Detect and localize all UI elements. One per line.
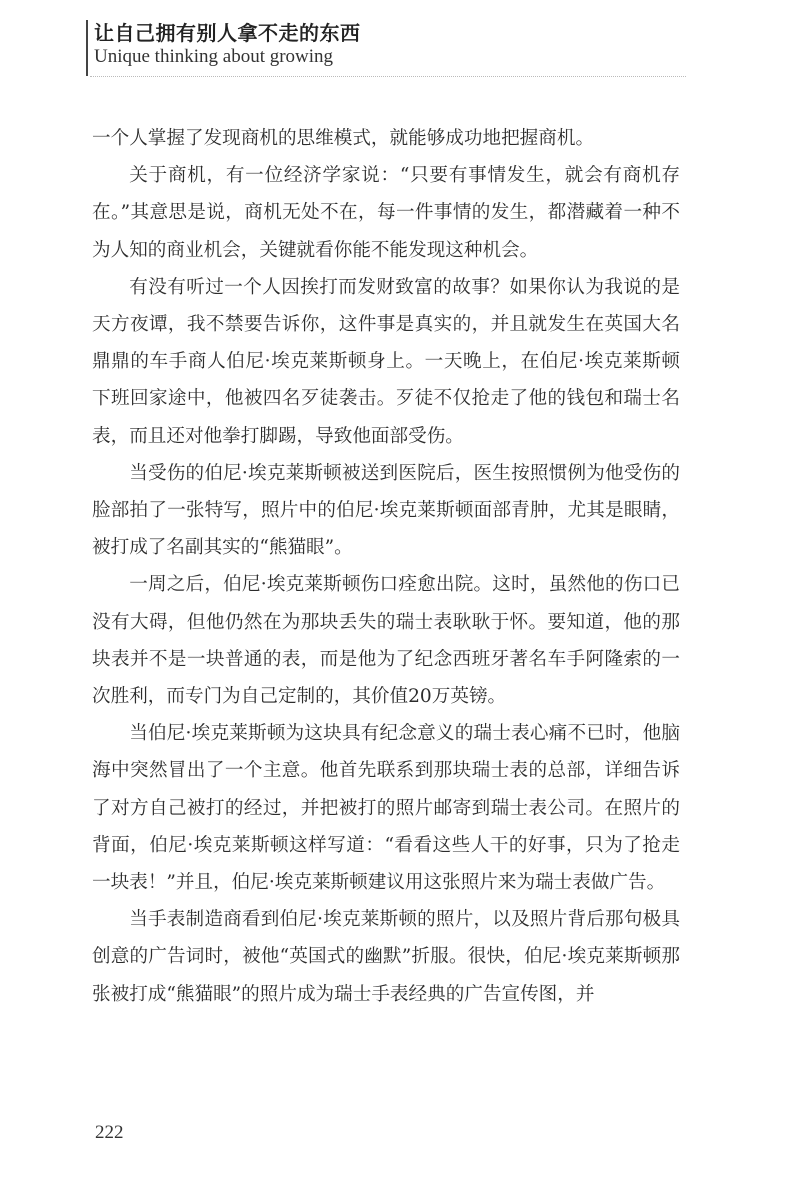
- paragraph-7: 当手表制造商看到伯尼·埃克莱斯顿的照片，以及照片背后那句极具创意的广告词时，被他“英国式的幽默”折服。很快，伯尼·埃克莱斯顿那张被打成“熊猫眼”的照片成为瑞士手表经典的广告宣传图，并: [92, 909, 680, 1005]
- page-number: 222: [95, 1122, 124, 1143]
- paragraph-1: 一个人掌握了发现商机的思维模式，就能够成功地把握商机。: [92, 128, 595, 149]
- running-header: [86, 20, 686, 76]
- paragraph-4: 当受伤的伯尼·埃克莱斯顿被送到医院后，医生按照惯例为他受伤的脸部拍了一张特写，照片中的伯尼·埃克莱斯顿面部青肿，尤其是眼睛，被打成了名副其实的“熊猫眼”。: [92, 462, 680, 559]
- book-subtitle: Unique thinking about growing: [94, 46, 334, 67]
- header-divider: [90, 76, 686, 77]
- paragraph-2: 关于商机，有一位经济学家说：“只要有事情发生，就会有商机存在。”其意思是说，商机无处不在，每一件事情的发生，都潜藏着一种不为人知的商业机会，关键就看你能不能发现这种机会。: [92, 165, 680, 261]
- paragraph-3: 有没有听过一个人因挨打而发财致富的故事？如果你认为我说的是天方夜谭，我不禁要告诉你，这件事是真实的，并且就发生在英国大名鼎鼎的车手商人伯尼·埃克莱斯顿身上。一天晚上，在伯尼·埃克莱斯顿下班回家途中，他被四名歹徒袭击。歹徒不仅抢走了他的钱包和瑞士名表，而且还对他拳打脚踢，导致他面部受伤。: [92, 276, 680, 447]
- body-text: [92, 120, 680, 1013]
- book-title: 让自己拥有别人拿不走的东西: [94, 21, 361, 45]
- paragraph-5: 一周之后，伯尼·埃克莱斯顿伤口痊愈出院。这时，虽然他的伤口已没有大碍，但他仍然在为那块丢失的瑞士表耿耿于怀。要知道，他的那块表并不是一块普通的表，而是他为了纪念西班牙著名车手阿隆索的一次胜利，而专门为自己定制的，其价值20万英镑。: [92, 574, 680, 708]
- paragraph-6: 当伯尼·埃克莱斯顿为这块具有纪念意义的瑞士表心痛不已时，他脑海中突然冒出了一个主意。他首先联系到那块瑞士表的总部，详细告诉了对方自己被打的经过，并把被打的照片邮寄到瑞士表公司。在照片的背面，伯尼·埃克莱斯顿这样写道：“看看这些人干的好事，只为了抢走一块表！”并且，伯尼·埃克莱斯顿建议用这张照片来为瑞士表做广告。: [92, 723, 680, 894]
